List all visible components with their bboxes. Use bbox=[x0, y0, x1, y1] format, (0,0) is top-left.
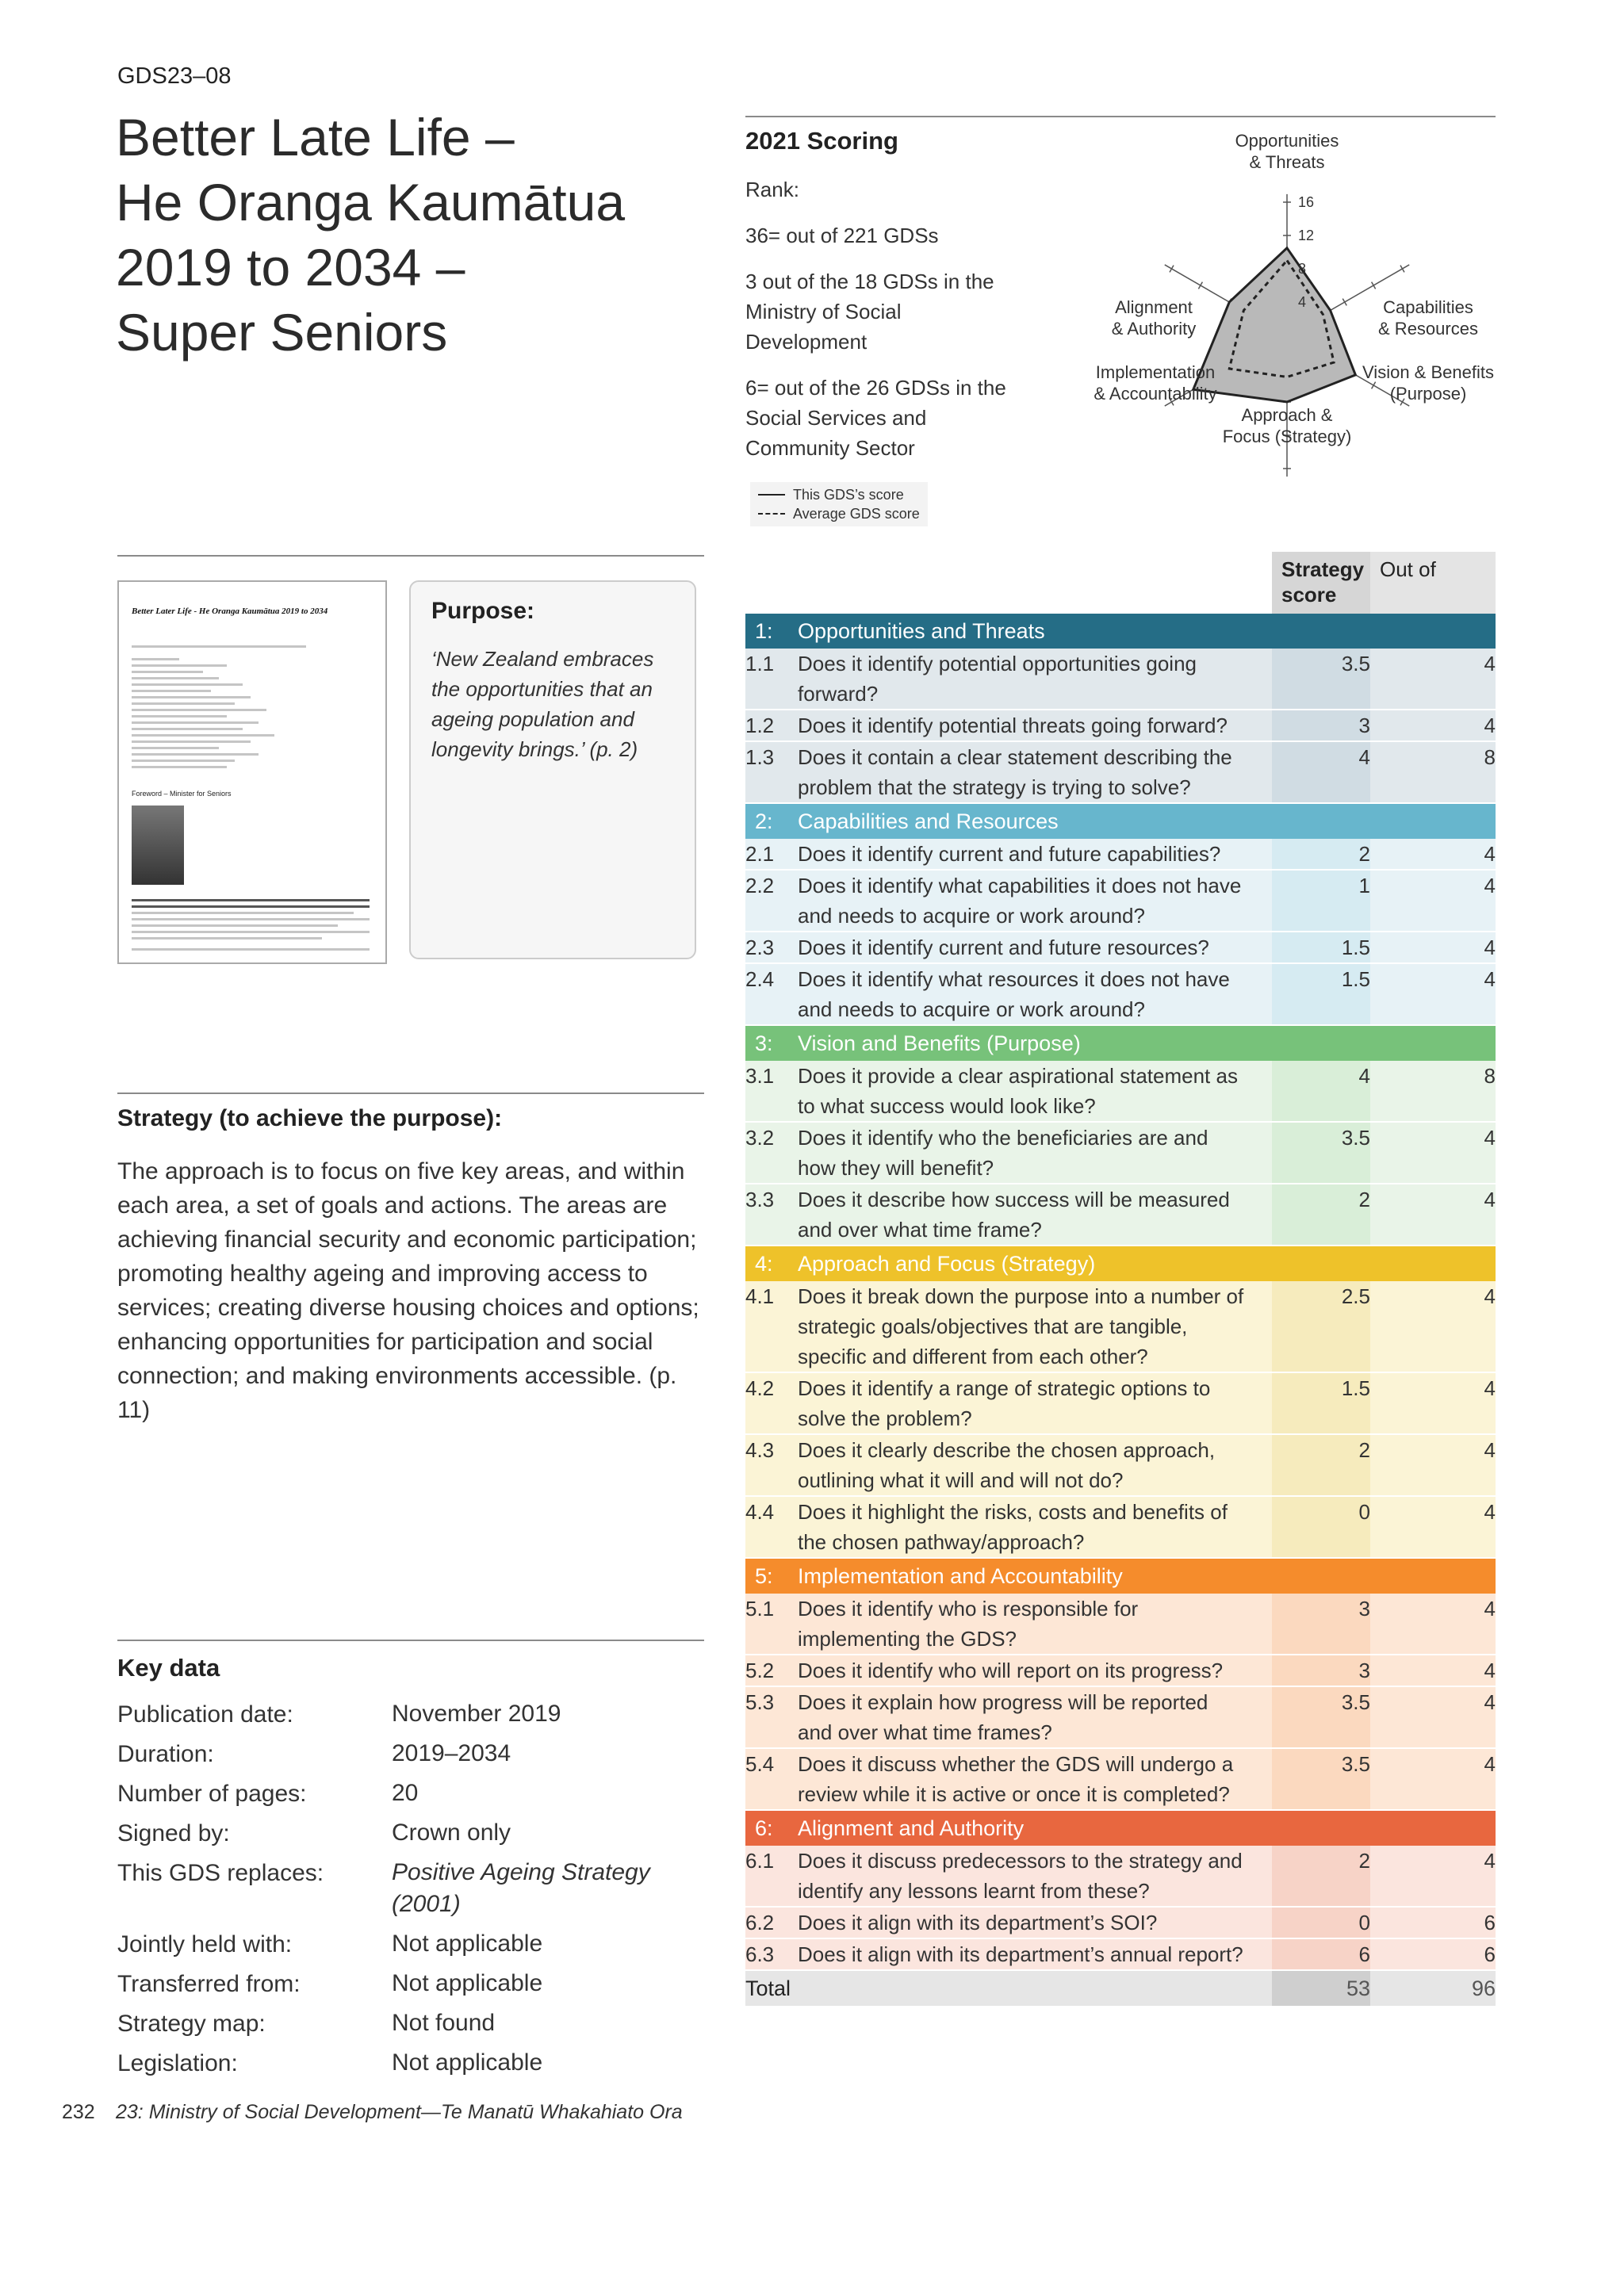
radar-axis-label-line: Alignment bbox=[1115, 297, 1193, 317]
table-row bbox=[745, 1184, 1496, 1246]
radar-axis-label bbox=[1112, 297, 1196, 339]
radar-axis-label-line: & Authority bbox=[1111, 319, 1197, 339]
strategy-score: 2 bbox=[1272, 1846, 1370, 1907]
out-of-score: 4 bbox=[1370, 1281, 1496, 1372]
out-of-score: 8 bbox=[1370, 1061, 1496, 1122]
rank-sector: 6= out of the 26 GDSs in the Social Services and Community Sector bbox=[745, 376, 1006, 460]
thumbnail-foreword: Foreword – Minister for Seniors bbox=[132, 790, 232, 798]
footer-text: 23: Ministry of Social Development—Te Manatū Whakahiato Ora bbox=[116, 2101, 683, 2123]
section-title: Opportunities and Threats bbox=[798, 614, 1496, 649]
strategy-score: 1.5 bbox=[1272, 963, 1370, 1025]
question-text: Does it explain how progress will be reported and over what time frames? bbox=[798, 1686, 1247, 1748]
solid-line-icon bbox=[758, 494, 785, 496]
table-row bbox=[745, 1594, 1496, 1655]
total-score: 53 bbox=[1272, 1970, 1370, 2006]
strategy-score: 4 bbox=[1272, 741, 1370, 803]
question-text: Does it align with its department’s SOI? bbox=[798, 1907, 1247, 1938]
out-of-score: 4 bbox=[1370, 870, 1496, 932]
key-data-label: Legislation: bbox=[117, 2050, 238, 2076]
strategy-heading: Strategy (to achieve the purpose): bbox=[117, 1105, 503, 1131]
key-data-label: Signed by: bbox=[117, 1820, 230, 1846]
table-row bbox=[745, 1496, 1496, 1558]
question-text: Does it identify what resources it does not have and needs to acquire or work around? bbox=[798, 963, 1247, 1025]
question-number: 4.4 bbox=[745, 1496, 798, 1558]
strategy-score: 0 bbox=[1272, 1496, 1370, 1558]
strategy-score: 3 bbox=[1272, 1594, 1370, 1655]
table-row bbox=[745, 741, 1496, 803]
table-row bbox=[745, 963, 1496, 1025]
out-of-score: 4 bbox=[1370, 1184, 1496, 1246]
table-row bbox=[745, 1372, 1496, 1434]
out-of-score: 4 bbox=[1370, 1748, 1496, 1810]
key-data-value: Not applicable bbox=[392, 2049, 543, 2076]
key-data-label: Duration: bbox=[117, 1741, 214, 1767]
out-of-score: 4 bbox=[1370, 649, 1496, 710]
table-row bbox=[745, 1122, 1496, 1184]
key-data-label: Number of pages: bbox=[117, 1781, 307, 1807]
purpose-card bbox=[409, 580, 696, 959]
strategy-score: 4 bbox=[1272, 1061, 1370, 1122]
title-line: Better Late Life – bbox=[116, 108, 515, 166]
table-row bbox=[745, 1938, 1496, 1970]
radar-tick-label: 16 bbox=[1298, 194, 1315, 210]
question-text: Does it identify who will report on its progress? bbox=[798, 1655, 1247, 1686]
question-text: Does it identify potential opportunities going forward? bbox=[798, 649, 1247, 710]
section-title: Vision and Benefits (Purpose) bbox=[798, 1025, 1496, 1061]
question-number: 1.2 bbox=[745, 710, 798, 741]
table-row bbox=[745, 932, 1496, 963]
section-number: 5: bbox=[745, 1558, 798, 1594]
question-number: 1.3 bbox=[745, 741, 798, 803]
question-text: Does it discuss predecessors to the strategy and identify any lessons learnt from these? bbox=[798, 1846, 1247, 1907]
section-header-row bbox=[745, 1246, 1496, 1281]
dashed-line-icon bbox=[758, 513, 785, 515]
total-label: Total bbox=[745, 1970, 1272, 2006]
radar-axis-label bbox=[1378, 297, 1478, 339]
key-data-label: Strategy map: bbox=[117, 2011, 266, 2037]
question-number: 2.4 bbox=[745, 963, 798, 1025]
radar-axis-label-line: Opportunities bbox=[1235, 131, 1339, 151]
strategy-score: 3 bbox=[1272, 710, 1370, 741]
strategy-score: 3.5 bbox=[1272, 1686, 1370, 1748]
section-header-row bbox=[745, 1810, 1496, 1846]
strategy-score: 6 bbox=[1272, 1938, 1370, 1970]
question-number: 2.2 bbox=[745, 870, 798, 932]
section-number: 6: bbox=[745, 1810, 798, 1846]
question-text: Does it identify what capabilities it does not have and needs to acquire or work around? bbox=[798, 870, 1247, 932]
table-row bbox=[745, 1061, 1496, 1122]
out-of-score: 4 bbox=[1370, 1686, 1496, 1748]
out-of-score: 4 bbox=[1370, 932, 1496, 963]
question-number: 4.2 bbox=[745, 1372, 798, 1434]
out-of-score: 6 bbox=[1370, 1907, 1496, 1938]
question-text: Does it identify current and future capabilities? bbox=[798, 839, 1247, 870]
question-text: Does it discuss whether the GDS will undergo a review while it is active or once it is completed? bbox=[798, 1748, 1247, 1810]
question-number: 6.3 bbox=[745, 1938, 798, 1970]
key-data-label: This GDS replaces: bbox=[117, 1860, 324, 1886]
out-of-score: 6 bbox=[1370, 1938, 1496, 1970]
question-number: 5.3 bbox=[745, 1686, 798, 1748]
strategy-text: The approach is to focus on five key areas, and within each area, a set of goals and actions. The areas are achieving financial security and economic participation; promoting healthy ageing and improving access to services; creating diverse housing choices and options; enhancing opportunities for participation and social connection; and making environments accessible. (p. 11) bbox=[117, 1158, 699, 1423]
radar-axis-label-line: (Purpose) bbox=[1389, 384, 1467, 404]
key-data-value: 20 bbox=[392, 1780, 419, 1806]
radar-axis-tick bbox=[1170, 266, 1174, 273]
legend-this-gds: This GDS’s score bbox=[758, 485, 920, 504]
table-row bbox=[745, 1846, 1496, 1907]
title-line: 2019 to 2034 – bbox=[116, 238, 465, 297]
question-text: Does it align with its department’s annual report? bbox=[798, 1938, 1247, 1970]
question-text: Does it provide a clear aspirational statement as to what success would look like? bbox=[798, 1061, 1247, 1122]
key-data-label: Transferred from: bbox=[117, 1971, 301, 1997]
out-of-score: 8 bbox=[1370, 741, 1496, 803]
strategy-score: 2 bbox=[1272, 1434, 1370, 1496]
key-data-label: Publication date: bbox=[117, 1701, 293, 1728]
key-data-value: Positive Ageing Strategy (2001) bbox=[392, 1859, 650, 1917]
section-number: 2: bbox=[745, 803, 798, 839]
out-of-score: 4 bbox=[1370, 1122, 1496, 1184]
document-code: GDS23–08 bbox=[117, 63, 232, 89]
thumbnail-title: Better Later Life - He Oranga Kaumātua 2019 to 2034 bbox=[132, 607, 328, 616]
this-gds-polygon bbox=[1193, 248, 1356, 402]
question-number: 4.3 bbox=[745, 1434, 798, 1496]
out-of-score: 4 bbox=[1370, 1434, 1496, 1496]
table-row bbox=[745, 1686, 1496, 1748]
legend-average: Average GDS score bbox=[758, 504, 920, 523]
rank-overall: 36= out of 221 GDSs bbox=[745, 224, 939, 247]
key-data-value: 2019–2034 bbox=[392, 1740, 511, 1766]
question-text: Does it identify current and future resources? bbox=[798, 932, 1247, 963]
section-title: Approach and Focus (Strategy) bbox=[798, 1246, 1496, 1281]
key-data-label: Jointly held with: bbox=[117, 1931, 293, 1957]
radar-axis-tick bbox=[1400, 266, 1404, 273]
radar-axis-label bbox=[1362, 362, 1494, 404]
question-text: Does it break down the purpose into a number of strategic goals/objectives that are tangible, specific and different from each other? bbox=[798, 1281, 1247, 1372]
radar-axis-tick bbox=[1372, 382, 1376, 389]
scoring-title: 2021 Scoring bbox=[745, 127, 898, 155]
table-row bbox=[745, 710, 1496, 741]
purpose-heading: Purpose: bbox=[431, 598, 535, 624]
question-text: Does it contain a clear statement describing the problem that the strategy is trying to solve? bbox=[798, 741, 1247, 803]
table-row bbox=[745, 1655, 1496, 1686]
radar-axis-label-line: & Accountability bbox=[1094, 384, 1217, 404]
radar-axis-label-line: Capabilities bbox=[1383, 297, 1473, 317]
score-table bbox=[745, 552, 1496, 2006]
radar-tick-label: 4 bbox=[1298, 294, 1307, 310]
title-line: He Oranga Kaumātua bbox=[116, 173, 626, 232]
strategy-score: 1.5 bbox=[1272, 1372, 1370, 1434]
table-row bbox=[745, 1748, 1496, 1810]
radar-axis-tick bbox=[1372, 282, 1376, 289]
question-number: 2.3 bbox=[745, 932, 798, 963]
question-number: 3.2 bbox=[745, 1122, 798, 1184]
strategy-score: 2.5 bbox=[1272, 1281, 1370, 1372]
question-number: 1.1 bbox=[745, 649, 798, 710]
question-number: 6.2 bbox=[745, 1907, 798, 1938]
question-text: Does it describe how success will be measured and over what time frame? bbox=[798, 1184, 1247, 1246]
question-number: 3.3 bbox=[745, 1184, 798, 1246]
question-number: 6.1 bbox=[745, 1846, 798, 1907]
divider bbox=[117, 1093, 704, 1094]
strategy-score: 3 bbox=[1272, 1655, 1370, 1686]
document-title bbox=[116, 105, 718, 365]
section-title: Capabilities and Resources bbox=[798, 803, 1496, 839]
section-title: Implementation and Accountability bbox=[798, 1558, 1496, 1594]
section-header-row bbox=[745, 803, 1496, 839]
question-number: 5.2 bbox=[745, 1655, 798, 1686]
section-title: Alignment and Authority bbox=[798, 1810, 1496, 1846]
radar-axis-label-line: & Resources bbox=[1378, 319, 1478, 339]
radar-tick-label: 8 bbox=[1298, 261, 1307, 277]
key-data-value: Not applicable bbox=[392, 1970, 543, 1996]
portrait-photo bbox=[132, 806, 184, 885]
purpose-text: ‘New Zealand embraces the opportunities that an ageing population and longevity brings.’ (p. 2) bbox=[431, 647, 654, 761]
radar-tick-label: 12 bbox=[1298, 228, 1315, 243]
key-data-value: Crown only bbox=[392, 1820, 511, 1846]
radar-axis-label-line: Focus (Strategy) bbox=[1222, 427, 1352, 446]
question-text: Does it clearly describe the chosen approach, outlining what it will and will not do? bbox=[798, 1434, 1247, 1496]
out-of-score: 4 bbox=[1370, 1496, 1496, 1558]
total-out-of: 96 bbox=[1370, 1970, 1496, 2006]
key-data-value: Not found bbox=[392, 2010, 496, 2036]
question-text: Does it highlight the risks, costs and benefits of the chosen pathway/approach? bbox=[798, 1496, 1247, 1558]
radar-axis-label-line: Vision & Benefits bbox=[1362, 362, 1494, 382]
strategy-score: 0 bbox=[1272, 1907, 1370, 1938]
strategy-score: 3.5 bbox=[1272, 1122, 1370, 1184]
out-of-score: 4 bbox=[1370, 1846, 1496, 1907]
rank-label: Rank: bbox=[745, 178, 799, 201]
table-row bbox=[745, 649, 1496, 710]
strategy-score: 1 bbox=[1272, 870, 1370, 932]
strategy-score: 3.5 bbox=[1272, 1748, 1370, 1810]
question-number: 2.1 bbox=[745, 839, 798, 870]
radar-legend bbox=[750, 482, 928, 526]
question-text: Does it identify who the beneficiaries are and how they will benefit? bbox=[798, 1122, 1247, 1184]
page-number: 232 bbox=[62, 2101, 95, 2123]
table-header-row bbox=[745, 552, 1496, 614]
question-number: 3.1 bbox=[745, 1061, 798, 1122]
rank-department: 3 out of the 18 GDSs in the Ministry of Social Development bbox=[745, 270, 994, 354]
table-row bbox=[745, 1434, 1496, 1496]
radar-axis-tick bbox=[1198, 282, 1202, 289]
out-of-score: 4 bbox=[1370, 839, 1496, 870]
section-number: 1: bbox=[745, 614, 798, 649]
radar-axis-label-line: Approach & bbox=[1241, 405, 1333, 425]
table-row bbox=[745, 1907, 1496, 1938]
key-data-value: Not applicable bbox=[392, 1931, 543, 1957]
divider bbox=[117, 555, 704, 557]
section-header-row bbox=[745, 1558, 1496, 1594]
radar-axis-label-line: Implementation bbox=[1095, 362, 1216, 382]
radar-axis-tick bbox=[1342, 299, 1346, 306]
question-text: Does it identify a range of strategic options to solve the problem? bbox=[798, 1372, 1247, 1434]
key-data-heading: Key data bbox=[117, 1654, 220, 1682]
question-text: Does it identify potential threats going forward? bbox=[798, 710, 1247, 741]
column-header-out-of: Out of bbox=[1370, 552, 1496, 614]
divider bbox=[117, 1640, 704, 1641]
question-number: 4.1 bbox=[745, 1281, 798, 1372]
strategy-score: 2 bbox=[1272, 839, 1370, 870]
section-number: 4: bbox=[745, 1246, 798, 1281]
section-number: 3: bbox=[745, 1025, 798, 1061]
out-of-score: 4 bbox=[1370, 710, 1496, 741]
out-of-score: 4 bbox=[1370, 1594, 1496, 1655]
document-thumbnail bbox=[117, 580, 387, 964]
column-header-strategy-score: Strategy score bbox=[1272, 552, 1370, 614]
radar-axis-label bbox=[1235, 131, 1339, 172]
section-header-row bbox=[745, 1025, 1496, 1061]
out-of-score: 4 bbox=[1370, 1655, 1496, 1686]
key-data-value: November 2019 bbox=[392, 1701, 561, 1727]
out-of-score: 4 bbox=[1370, 963, 1496, 1025]
strategy-score: 2 bbox=[1272, 1184, 1370, 1246]
section-header-row bbox=[745, 614, 1496, 649]
question-number: 5.4 bbox=[745, 1748, 798, 1810]
table-row bbox=[745, 839, 1496, 870]
divider bbox=[745, 116, 1496, 117]
total-row bbox=[745, 1970, 1496, 2006]
radar-axis-label-line: & Threats bbox=[1249, 152, 1325, 172]
question-text: Does it identify who is responsible for implementing the GDS? bbox=[798, 1594, 1247, 1655]
title-line: Super Seniors bbox=[116, 303, 448, 362]
table-row bbox=[745, 870, 1496, 932]
strategy-score: 1.5 bbox=[1272, 932, 1370, 963]
radar-chart bbox=[1063, 119, 1507, 531]
table-row bbox=[745, 1281, 1496, 1372]
strategy-score: 3.5 bbox=[1272, 649, 1370, 710]
question-number: 5.1 bbox=[745, 1594, 798, 1655]
out-of-score: 4 bbox=[1370, 1372, 1496, 1434]
